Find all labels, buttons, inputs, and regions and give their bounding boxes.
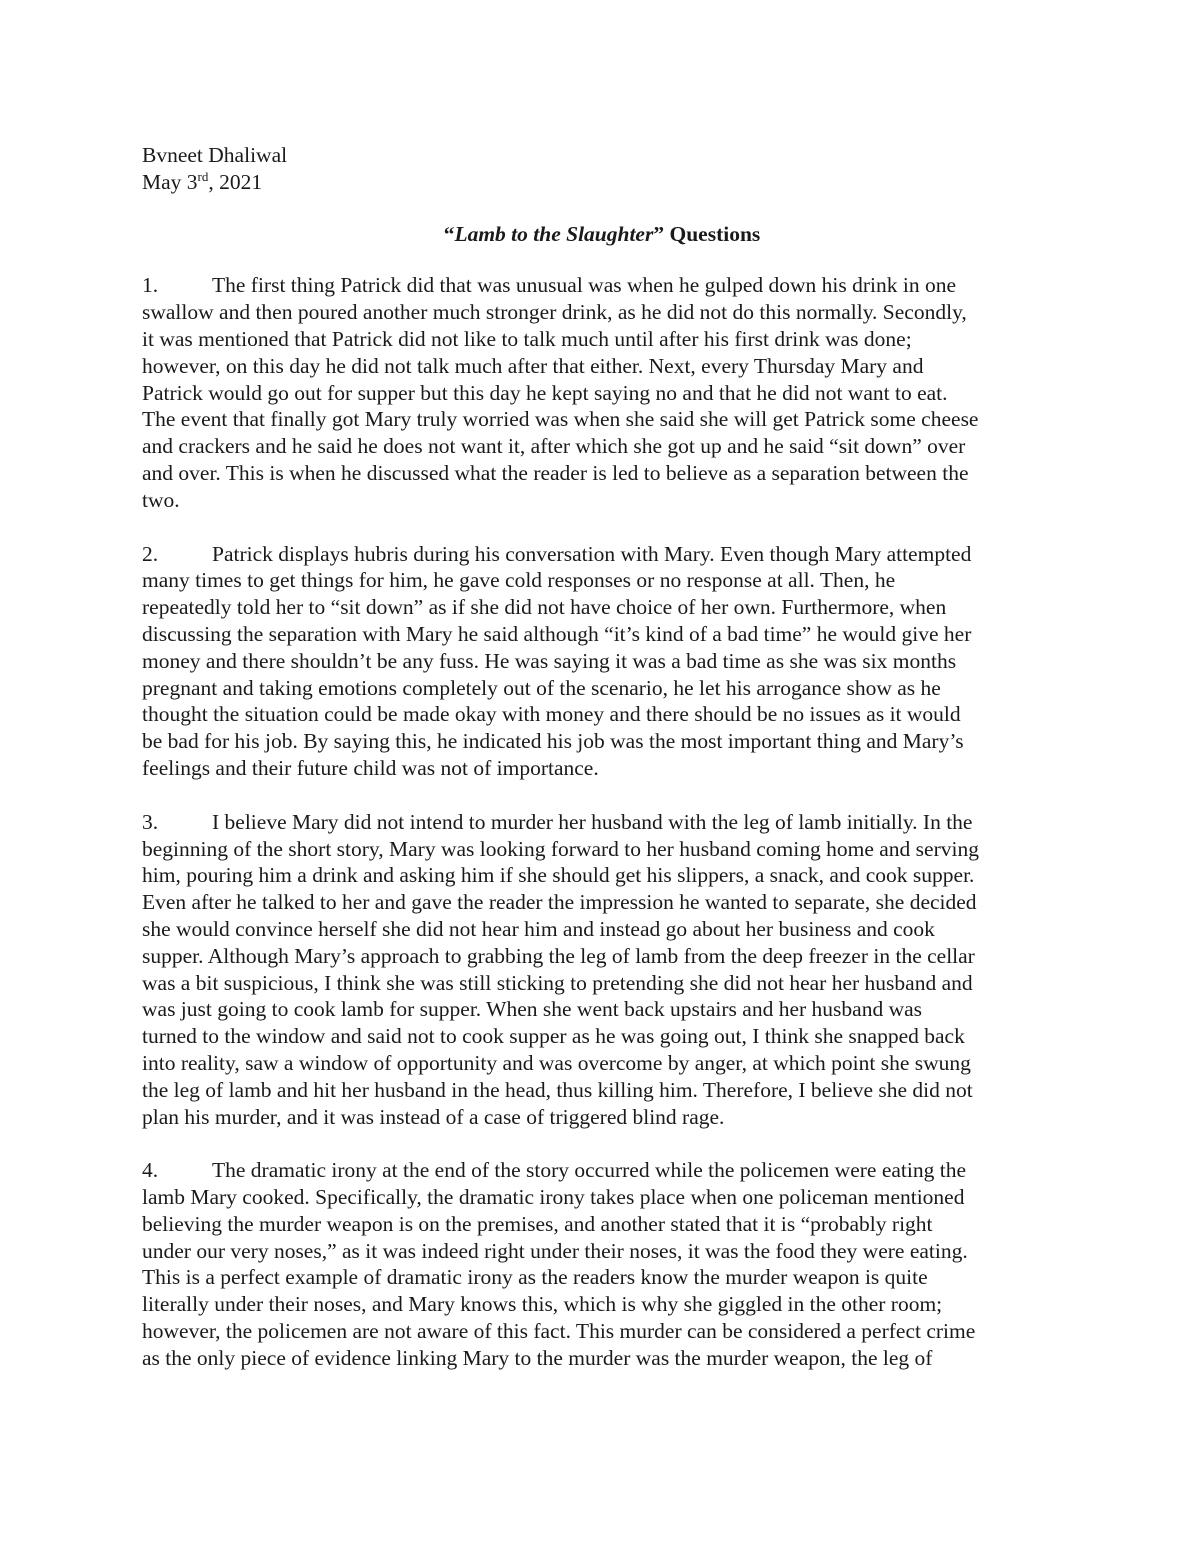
answer-number: 1.: [142, 273, 159, 298]
paragraph-line: [142, 433, 1062, 460]
title-open-quote: “: [443, 221, 455, 246]
line-text: pregnant and taking emotions completely out of the scenario, he let his arrogance show as he: [142, 675, 941, 700]
title-rest: ” Questions: [653, 221, 761, 246]
line-text: literally under their noses, and Mary knows this, which is why she giggled in the other room;: [142, 1292, 943, 1317]
paragraph-line: [142, 1238, 1062, 1265]
line-text: under our very noses,” as it was indeed right under their noses, it was the food they were eating.: [142, 1238, 968, 1263]
date-year: , 2021: [208, 169, 263, 194]
paragraph-line: [142, 836, 1062, 863]
line-text: thought the situation could be made okay with money and there should be no issues as it would: [142, 702, 961, 727]
paragraph-line: [142, 541, 1062, 568]
paragraph-line: [142, 406, 1062, 433]
paragraph-line: [142, 755, 1062, 782]
line-text: discussing the separation with Mary he said although “it’s kind of a bad time” he would give her: [142, 621, 972, 646]
paragraph-line: [142, 1157, 1062, 1184]
line-text: and crackers and he said he does not want it, after which she got up and he said “sit down” over: [142, 434, 966, 459]
paragraph-line: [142, 728, 1062, 755]
answer-paragraph: [142, 1157, 1062, 1371]
paragraph-line: [142, 809, 1062, 836]
line-text: believing the murder weapon is on the premises, and another stated that it is “probably right: [142, 1211, 933, 1236]
answer-paragraph: [142, 541, 1062, 782]
line-text: This is a perfect example of dramatic irony as the readers know the murder weapon is quite: [142, 1265, 928, 1290]
answer-number: 4.: [142, 1158, 159, 1183]
line-text: The event that finally got Mary truly worried was when she said she will get Patrick some cheese: [142, 407, 979, 432]
paragraph-line: [142, 675, 1062, 702]
line-text: Patrick would go out for supper but this day he kept saying no and that he did not want to eat.: [142, 380, 948, 405]
line-text: Even after he talked to her and gave the reader the impression he wanted to separate, she decided: [142, 890, 977, 915]
line-text: it was mentioned that Patrick did not like to talk much until after his first drink was done;: [142, 326, 912, 351]
paragraph-line: [142, 1050, 1062, 1077]
line-text: was just going to cook lamb for supper. When she went back upstairs and her husband was: [142, 997, 923, 1022]
line-text: be bad for his job. By saying this, he indicated his job was the most important thing and Mary’s: [142, 729, 964, 754]
line-text: into reality, saw a window of opportunity and was overcome by anger, at which point she swung: [142, 1050, 971, 1075]
paragraph-line: [142, 1023, 1062, 1050]
line-text: the leg of lamb and hit her husband in the head, thus killing him. Therefore, I believe she did not: [142, 1077, 973, 1102]
line-text: lamb Mary cooked. Specifically, the dramatic irony takes place when one policeman mentioned: [142, 1185, 965, 1210]
line-text: supper. Although Mary’s approach to grabbing the leg of lamb from the deep freezer in the cellar: [142, 943, 975, 968]
paragraph-line: [142, 594, 1062, 621]
paragraph-line: [142, 1264, 1062, 1291]
line-text: swallow and then poured another much stronger drink, as he did not do this normally. Secondly,: [142, 300, 967, 325]
paragraph-line: [142, 970, 1062, 997]
paragraph-line: [142, 701, 1062, 728]
line-text: turned to the window and said not to cook supper as he was going out, I think she snapped back: [142, 1024, 965, 1049]
line-text: however, on this day he did not talk much after that either. Next, every Thursday Mary and: [142, 353, 924, 378]
paragraph-line: [142, 299, 1062, 326]
paragraph-line: [142, 943, 1062, 970]
answers-list: [142, 272, 1062, 1371]
paragraph-line: [142, 862, 1062, 889]
paragraph-line: [142, 1104, 1062, 1131]
answer-paragraph: [142, 809, 1062, 1131]
date-ordinal-suffix: rd: [197, 168, 209, 184]
paragraph-line: [142, 326, 1062, 353]
line-text: she would convince herself she did not hear him and instead go about her business and cook: [142, 916, 935, 941]
line-text: The first thing Patrick did that was unusual was when he gulped down his drink in one: [212, 273, 957, 298]
paragraph-line: [142, 272, 1062, 299]
paragraph-line: [142, 621, 1062, 648]
document-date: [142, 169, 1062, 196]
paragraph-line: [142, 380, 1062, 407]
line-text: money and there shouldn’t be any fuss. He was saying it was a bad time as she was six months: [142, 648, 957, 673]
line-text: two.: [142, 487, 180, 512]
document-header: [142, 142, 1062, 196]
paragraph-line: [142, 1211, 1062, 1238]
author-name: Bvneet Dhaliwal: [142, 143, 288, 167]
paragraph-line: [142, 648, 1062, 675]
line-text: plan his murder, and it was instead of a case of triggered blind rage.: [142, 1104, 725, 1129]
date-month-day: May 3: [142, 169, 198, 194]
line-text: however, the policemen are not aware of this fact. This murder can be considered a perfect crime: [142, 1319, 976, 1344]
line-text: feelings and their future child was not of importance.: [142, 755, 599, 780]
document-page: [142, 142, 1062, 1399]
paragraph-line: [142, 567, 1062, 594]
line-text: was a bit suspicious, I think she was still sticking to pretending she did not hear her husband and: [142, 970, 973, 995]
line-text: him, pouring him a drink and asking him if she should get his slippers, a snack, and cook supper.: [142, 863, 975, 888]
answer-number: 3.: [142, 809, 159, 834]
paragraph-line: [142, 1184, 1062, 1211]
paragraph-line: [142, 1345, 1062, 1372]
title-story-name: Lamb to the Slaughter: [454, 221, 654, 246]
paragraph-line: [142, 460, 1062, 487]
line-text: Patrick displays hubris during his conversation with Mary. Even though Mary attempted: [212, 541, 972, 566]
paragraph-line: [142, 1318, 1062, 1345]
line-text: and over. This is when he discussed what the reader is led to believe as a separation between the: [142, 460, 969, 485]
line-text: many times to get things for him, he gave cold responses or no response at all. Then, he: [142, 568, 896, 593]
line-text: The dramatic irony at the end of the story occurred while the policemen were eating the: [212, 1158, 966, 1183]
paragraph-line: [142, 996, 1062, 1023]
paragraph-line: [142, 1077, 1062, 1104]
line-text: I believe Mary did not intend to murder her husband with the leg of lamb initially. In the: [212, 809, 973, 834]
answer-paragraph: [142, 272, 1062, 513]
paragraph-line: [142, 487, 1062, 514]
line-text: beginning of the short story, Mary was looking forward to her husband coming home and serving: [142, 836, 979, 861]
paragraph-line: [142, 889, 1062, 916]
line-text: as the only piece of evidence linking Mary to the murder was the murder weapon, the leg of: [142, 1345, 933, 1370]
answer-number: 2.: [142, 541, 159, 566]
paragraph-line: [142, 353, 1062, 380]
document-title: [142, 221, 1062, 248]
paragraph-line: [142, 916, 1062, 943]
paragraph-line: [142, 1291, 1062, 1318]
line-text: repeatedly told her to “sit down” as if she did not have choice of her own. Furthermore, when: [142, 595, 947, 620]
